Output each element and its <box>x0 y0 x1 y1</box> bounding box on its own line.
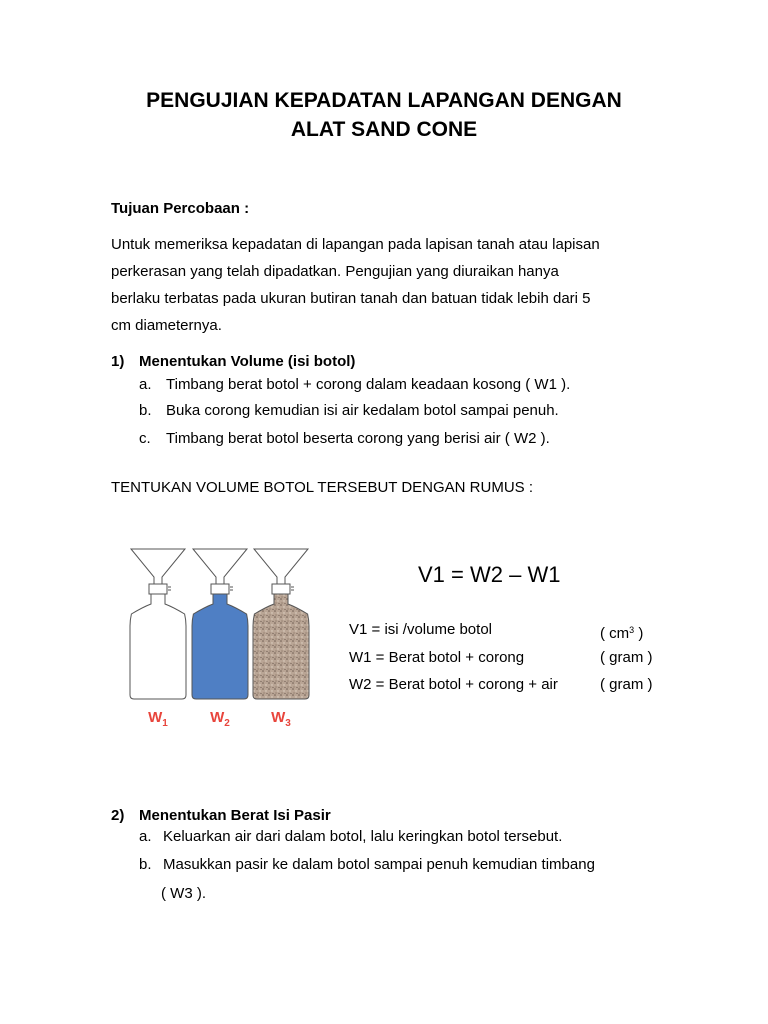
bottle-body <box>130 594 186 699</box>
bottle-body <box>253 594 309 699</box>
funnel-valve <box>211 584 229 594</box>
section2-heading: Menentukan Berat Isi Pasir <box>139 807 331 824</box>
label-subscript: 2 <box>224 718 230 729</box>
purpose-line: perkerasan yang telah dipadatkan. Pengujian yang diuraikan hanya <box>111 263 559 280</box>
definition-unit: ( $cm^3$ ) <box>600 625 644 642</box>
section2-item-text: Masukkan pasir ke dalam botol sampai penuh kemudian timbang <box>163 856 595 873</box>
section1-item-marker: a. <box>139 376 152 393</box>
definition-term: W2 = Berat botol + corong + air <box>349 676 558 693</box>
bottles-illustration <box>118 544 314 730</box>
section2-item-marker: b. <box>139 856 152 873</box>
document-title <box>60 86 708 144</box>
section2-continuation: ( W3 ). <box>161 885 206 902</box>
purpose-line: cm diameternya. <box>111 317 222 334</box>
funnel-cone <box>193 549 247 584</box>
label-w2 <box>210 709 230 729</box>
funnel-valve <box>272 584 290 594</box>
bottle-sand <box>253 549 309 699</box>
purpose-line: berlaku terbatas pada ukuran butiran tanah dan batuan tidak lebih dari 5 <box>111 290 591 307</box>
section2-number: 2) <box>111 807 125 824</box>
purpose-line: Untuk memeriksa kepadatan di lapangan pada lapisan tanah atau lapisan <box>111 236 600 253</box>
funnel-cone <box>131 549 185 584</box>
definition-unit: ( gram ) <box>600 676 653 693</box>
bottle-water <box>192 549 248 699</box>
weight-labels <box>148 709 291 729</box>
section2-item-marker: a. <box>139 828 152 845</box>
formula-instruction: TENTUKAN VOLUME BOTOL TERSEBUT DENGAN RUMUS : <box>111 479 534 496</box>
purpose-heading: Tujuan Percobaan : <box>111 200 250 217</box>
label-letter: W <box>271 709 286 726</box>
label-letter: W <box>210 709 225 726</box>
bottle-body <box>192 594 248 699</box>
section1-item-marker: b. <box>139 402 152 419</box>
label-w3 <box>271 709 291 729</box>
section1-heading: Menentukan Volume (isi botol) <box>139 353 356 370</box>
funnel-valve <box>149 584 167 594</box>
funnel-cone <box>254 549 308 584</box>
definition-unit: ( gram ) <box>600 649 653 666</box>
section1-item-marker: c. <box>139 430 151 447</box>
section1-item-text: Timbang berat botol + corong dalam keadaan kosong ( W1 ). <box>166 376 571 393</box>
title-line-2: ALAT SAND CONE <box>290 118 478 141</box>
section1-item-text: Timbang berat botol beserta corong yang berisi air ( W2 ). <box>166 430 550 447</box>
section2-item-text: Keluarkan air dari dalam botol, lalu keringkan botol tersebut. <box>163 828 563 845</box>
label-subscript: 3 <box>285 718 291 729</box>
definition-term: W1 = Berat botol + corong <box>349 649 525 666</box>
volume-formula: V1 = W2 – W1 <box>418 562 561 587</box>
section1-item-text: Buka corong kemudian isi air kedalam botol sampai penuh. <box>166 402 559 419</box>
label-w1 <box>148 709 168 729</box>
bottle-empty <box>130 549 186 699</box>
label-letter: W <box>148 709 163 726</box>
label-subscript: 1 <box>162 718 168 729</box>
definition-term: V1 = isi /volume botol <box>349 621 492 638</box>
title-line-1: PENGUJIAN KEPADATAN LAPANGAN DENGAN <box>146 89 622 112</box>
purpose-paragraph <box>111 231 671 339</box>
section1-number: 1) <box>111 353 125 370</box>
